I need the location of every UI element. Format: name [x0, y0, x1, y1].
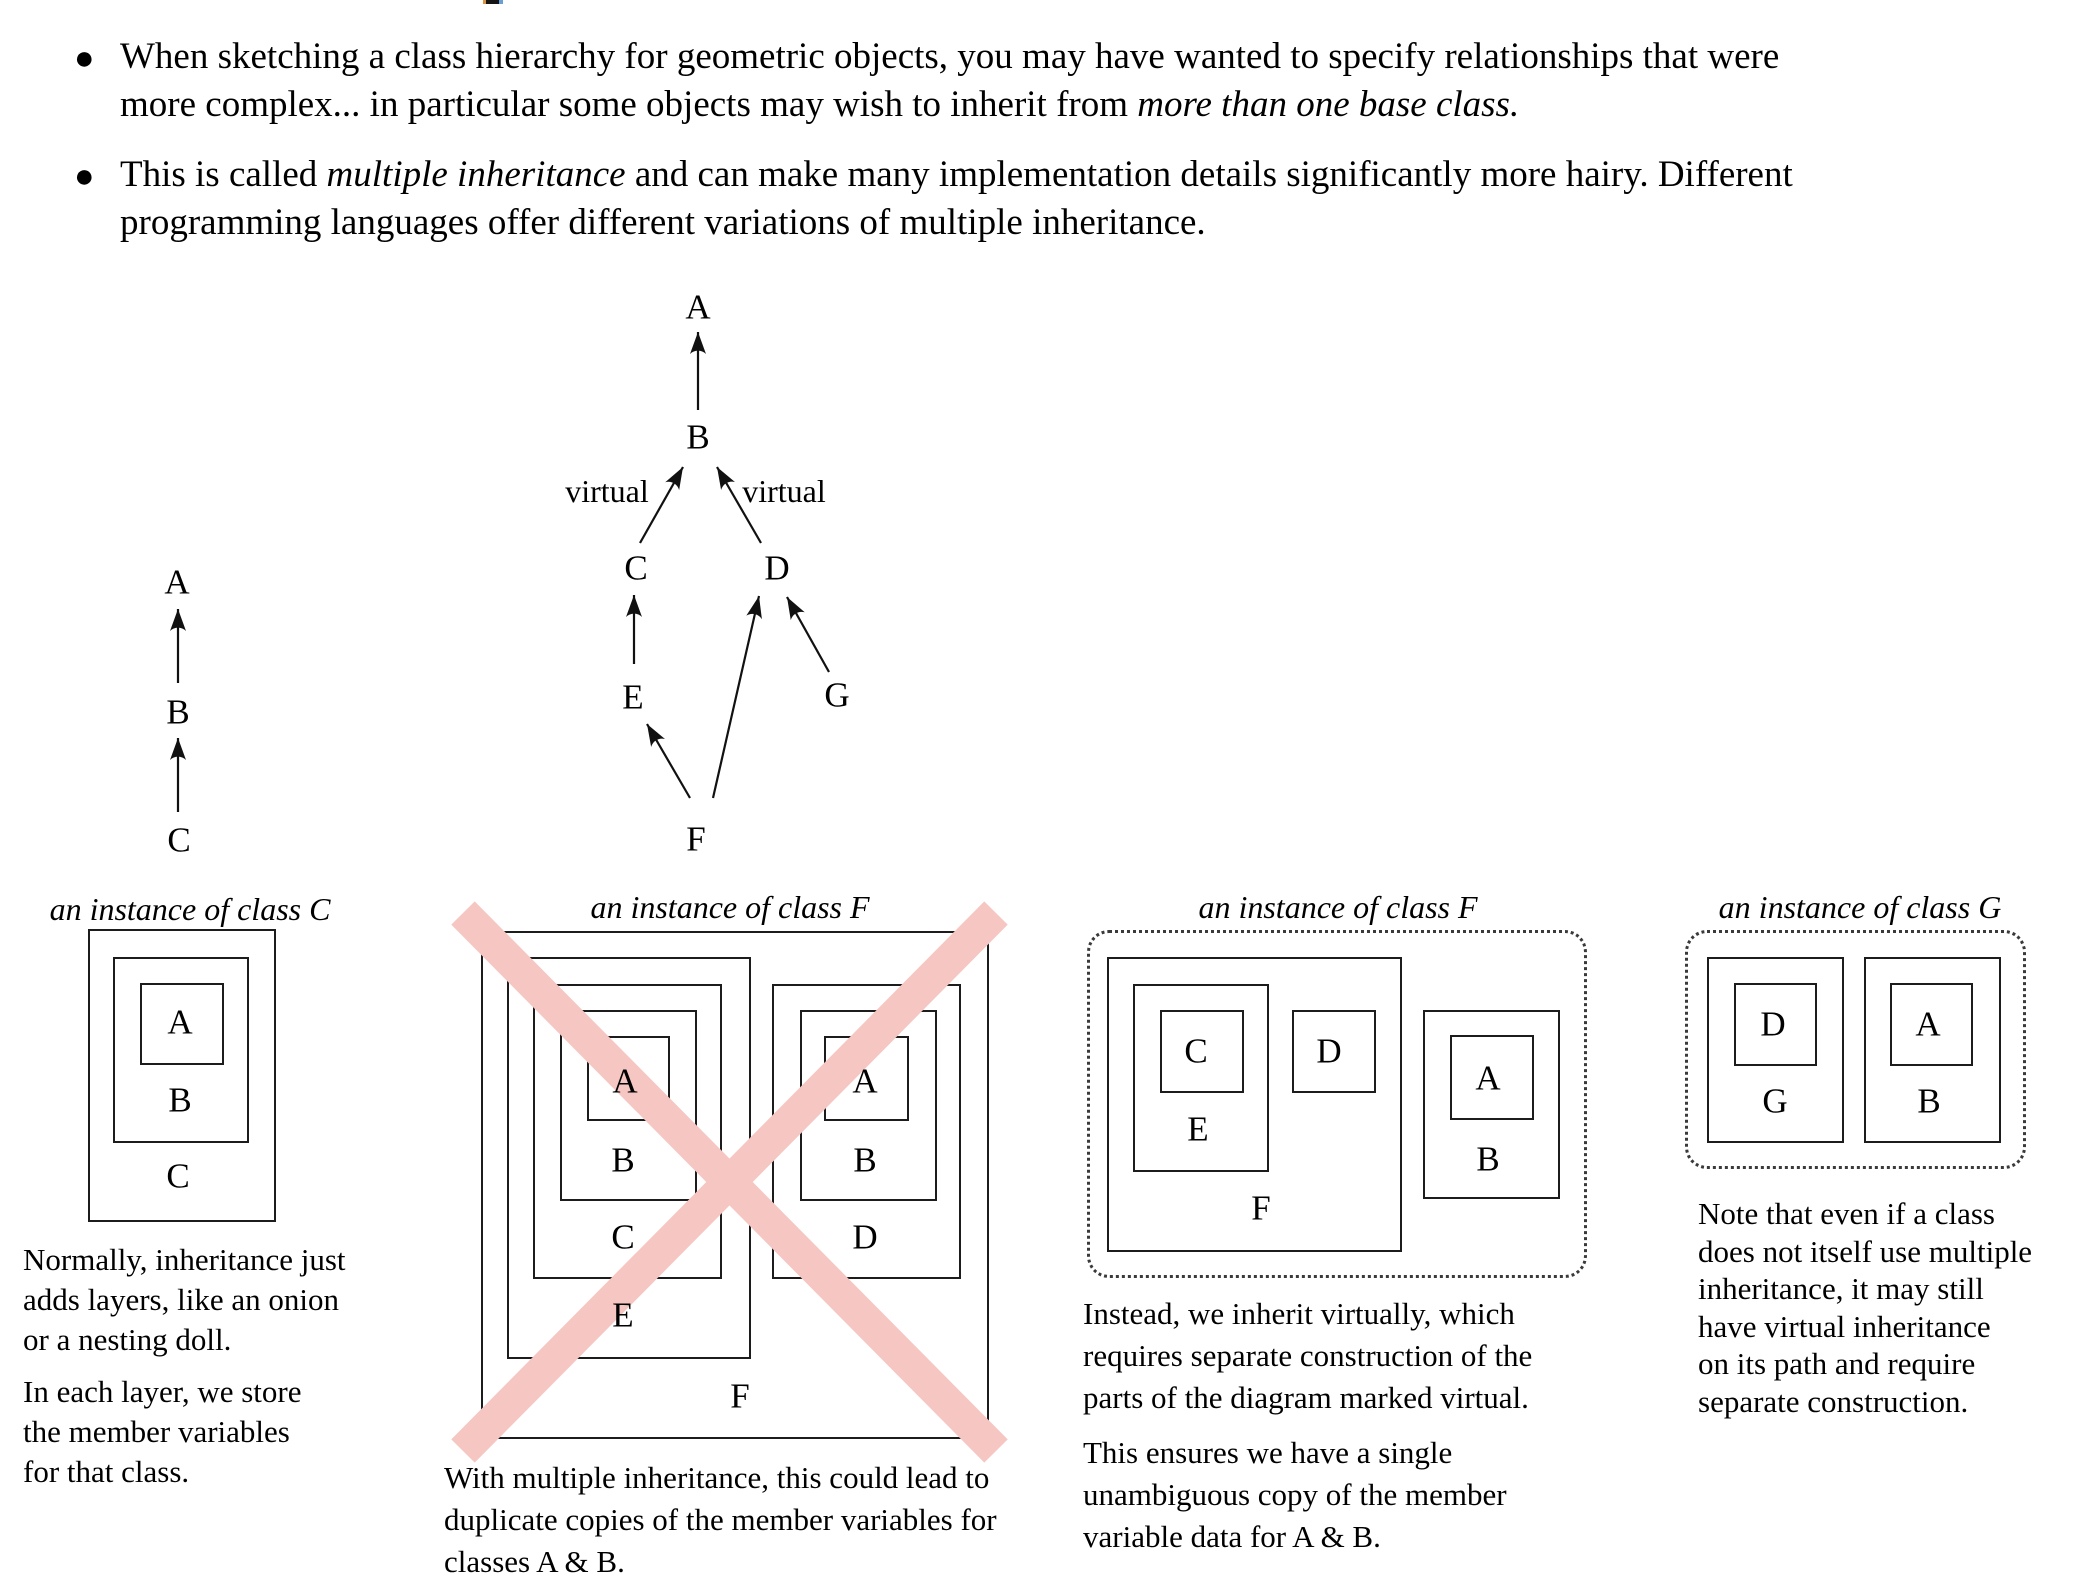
- tree-node-f: F: [686, 819, 706, 859]
- instance-c-label-c: C: [166, 1156, 190, 1196]
- instance-g-label-a: A: [1915, 1004, 1941, 1044]
- instance-c-label-b: B: [168, 1080, 192, 1120]
- chain-node-c: C: [167, 820, 191, 860]
- instance-g-title: an instance of class G: [1718, 889, 2002, 925]
- bullet2-line1-emphasis: multiple inheritance: [326, 154, 626, 195]
- tree-node-g: G: [824, 675, 850, 715]
- caption-line: or a nesting doll.: [23, 1322, 232, 1357]
- bullet2-line1-post: and can make many implementation details significantly more hairy. Different: [625, 154, 1793, 195]
- caption-line: parts of the diagram marked virtual.: [1083, 1380, 1529, 1415]
- instance-f-good-label-f: F: [1251, 1188, 1271, 1228]
- bullet2-line1: [120, 151, 2074, 199]
- caption-line: classes A & B.: [444, 1544, 625, 1579]
- arrow-f-to-d: [713, 596, 759, 798]
- bullet2-line1-pre: This is called: [120, 154, 327, 195]
- tree-node-d: D: [764, 548, 790, 588]
- caption-line: Note that even if a class: [1698, 1196, 1995, 1231]
- instance-f-bad-title: an instance of class F: [590, 889, 870, 925]
- instance-f-good-label-c: C: [1184, 1031, 1208, 1071]
- virtual-label-left: virtual: [565, 473, 649, 509]
- bullet-dot: ●: [74, 40, 95, 77]
- caption-line: variable data for A & B.: [1083, 1519, 1381, 1554]
- bullet1-line1: When sketching a class hierarchy for geometric objects, you may have wanted to specify relationships that were: [120, 36, 1780, 77]
- arrow-f-to-e: [647, 724, 690, 798]
- tree-node-e: E: [622, 677, 644, 717]
- cropped-title-fragment: [483, 0, 503, 4]
- instance-f-bad-label-b-right: B: [853, 1140, 877, 1180]
- instance-f-bad-label-f: F: [730, 1376, 750, 1416]
- instance-f-bad-label-e: E: [612, 1295, 634, 1335]
- caption-line: adds layers, like an onion: [23, 1282, 339, 1317]
- tree-arrows: [634, 332, 829, 798]
- caption-normal-inheritance: [23, 1240, 346, 1492]
- instance-f-good-label-b: B: [1476, 1139, 1500, 1179]
- instance-f-bad-label-a-right: A: [852, 1061, 878, 1101]
- caption-line: With multiple inheritance, this could lead to: [444, 1460, 990, 1495]
- bullet1-line2: [120, 81, 2074, 129]
- caption-duplicate-copies: [444, 1457, 997, 1583]
- chain-node-a: A: [164, 562, 190, 602]
- instance-g-label-d: D: [1760, 1004, 1786, 1044]
- instance-f-bad-label-a-left: A: [612, 1061, 638, 1101]
- instance-g-label-g: G: [1762, 1081, 1788, 1121]
- tree-node-c: C: [624, 548, 648, 588]
- caption-line: unambiguous copy of the member: [1083, 1477, 1507, 1512]
- caption-separate-construction: [1698, 1195, 2032, 1420]
- tree-node-a: A: [685, 287, 711, 327]
- caption-line: duplicate copies of the member variables for: [444, 1502, 997, 1537]
- caption-line: requires separate construction of the: [1083, 1338, 1533, 1373]
- bullet-dot: ●: [74, 158, 95, 195]
- instance-g-label-b: B: [1917, 1081, 1941, 1121]
- chain-node-b: B: [166, 692, 190, 732]
- instance-f-good-label-d: D: [1316, 1031, 1342, 1071]
- caption-line: In each layer, we store: [23, 1374, 302, 1409]
- caption-line: does not itself use multiple: [1698, 1233, 2033, 1269]
- instance-f-bad-label-b-left: B: [611, 1140, 635, 1180]
- instance-f-bad-label-d: D: [852, 1217, 878, 1257]
- caption-line: This ensures we have a single: [1083, 1435, 1453, 1470]
- bullet1-line2-emphasis: more than one base class.: [1137, 84, 1520, 125]
- caption-virtual-inheritance: [1083, 1293, 1532, 1558]
- arrow-g-to-d: [787, 597, 829, 672]
- instance-f-good-label-a: A: [1475, 1058, 1501, 1098]
- caption-line: have virtual inheritance: [1698, 1308, 1991, 1344]
- caption-line: on its path and require: [1698, 1346, 1976, 1381]
- bullet-item-2: [74, 151, 2074, 247]
- caption-line: for that class.: [23, 1454, 190, 1489]
- virtual-label-right: virtual: [742, 473, 826, 509]
- instance-f-good-title: an instance of class F: [1198, 889, 1478, 925]
- bullet2-line2: programming languages offer different variations of multiple inheritance.: [120, 202, 1206, 243]
- bullet1-line2-text: more complex... in particular some objects may wish to inherit from: [120, 84, 1138, 125]
- paragraph-gap: [23, 1360, 346, 1372]
- instance-f-bad-label-c: C: [611, 1217, 635, 1257]
- caption-line: inheritance, it may still: [1698, 1271, 1984, 1306]
- instance-c-label-a: A: [167, 1002, 193, 1042]
- tree-node-b: B: [686, 417, 710, 457]
- rejection-cross: [463, 913, 996, 1451]
- paragraph-gap: [1083, 1419, 1532, 1432]
- caption-line: Normally, inheritance just: [23, 1242, 346, 1277]
- caption-line: Instead, we inherit virtually, which: [1083, 1296, 1515, 1331]
- instance-f-good-label-e: E: [1187, 1109, 1209, 1149]
- instance-c-title: an instance of class C: [49, 891, 331, 927]
- caption-line: separate construction.: [1698, 1383, 1969, 1419]
- caption-line: the member variables: [23, 1414, 290, 1449]
- bullet-item-1: [74, 33, 2074, 129]
